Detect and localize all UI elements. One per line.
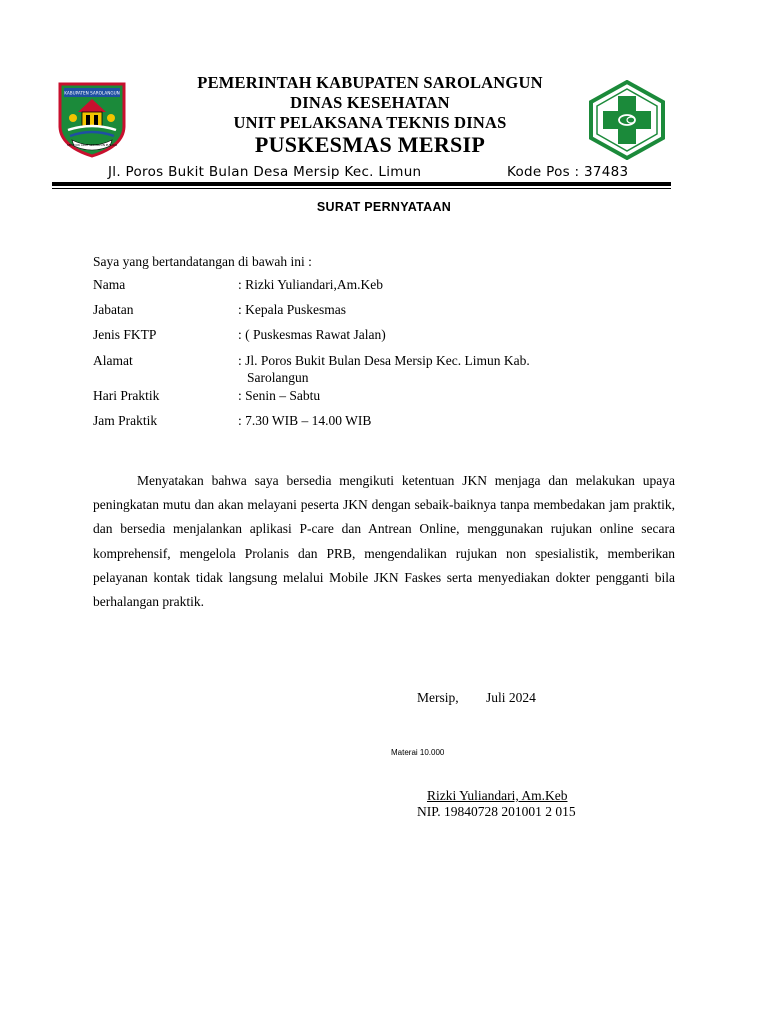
field-value-alamat-cont: Sarolangun: [247, 370, 309, 385]
signature-place: Mersip,: [417, 690, 459, 705]
letterhead-title: PUSKESMAS MERSIP: [254, 132, 486, 157]
regency-emblem-icon: [56, 80, 128, 158]
field-value-jenis-fktp: : ( Puskesmas Rawat Jalan): [238, 327, 386, 342]
signer-name: Rizki Yuliandari, Am.Keb: [427, 788, 568, 803]
letterhead-line-3: UNIT PELAKSANA TEKNIS DINAS: [233, 113, 507, 132]
letterhead-line-1: PEMERINTAH KABUPATEN SAROLANGUN: [197, 73, 543, 92]
field-label-nama: Nama: [93, 277, 126, 292]
document-title: SURAT PERNYATAAN: [316, 200, 452, 214]
intro-text: Saya yang bertandatangan di bawah ini :: [93, 254, 312, 269]
field-value-jabatan: : Kepala Puskesmas: [238, 302, 346, 317]
statement-paragraph: Menyatakan bahwa saya bersedia mengikuti ketentuan JKN menjaga dan melakukan upaya peningkatan mutu dan akan melayani peserta JKN dengan sebaik-baiknya tanpa membedakan jam praktik, dan bersedia menjalankan aplikasi P-care dan Antrean Online, menggunakan rujukan online secara komprehensif, mengelola Prolanis dan PRB, mengendalikan rujukan non spesialistik, memberikan pelayanan kontak tidak langsung melalui Mobile JKN Faskes serta menyediakan dokter pengganti bila berhalangan praktik.: [93, 473, 675, 610]
field-label-jabatan: Jabatan: [93, 302, 134, 317]
field-value-alamat: : Jl. Poros Bukit Bulan Desa Mersip Kec. Limun Kab.: [238, 353, 530, 368]
emblem-motto-text: SEPUCUK ADAT SERUMPUN PUSAKO: [66, 143, 118, 147]
field-value-nama: : Rizki Yuliandari,Am.Keb: [238, 277, 383, 292]
letterhead-rule-thick: [52, 182, 671, 186]
field-value-jam-praktik: : 7.30 WIB – 14.00 WIB: [238, 413, 372, 428]
field-label-alamat: Alamat: [93, 353, 133, 368]
signer-nip: NIP. 19840728 201001 2 015: [417, 804, 576, 819]
field-value-hari-praktik: : Senin – Sabtu: [238, 388, 321, 403]
field-label-hari-praktik: Hari Praktik: [93, 388, 160, 403]
letterhead-line-2: DINAS KESEHATAN: [290, 93, 450, 112]
letterhead-address: Jl. Poros Bukit Bulan Desa Mersip Kec. Limun: [108, 164, 422, 180]
puskesmas-cross-icon: [587, 80, 667, 160]
letterhead-rule-thin: [52, 188, 671, 189]
letterhead-postcode: Kode Pos : 37483: [507, 164, 629, 180]
signature-date: Juli 2024: [486, 690, 536, 705]
field-label-jenis-fktp: Jenis FKTP: [93, 327, 157, 342]
materai-label: Materai 10.000: [391, 748, 445, 757]
emblem-banner-text: KABUPATEN SAROLANGUN: [64, 90, 120, 96]
field-label-jam-praktik: Jam Praktik: [93, 413, 158, 428]
